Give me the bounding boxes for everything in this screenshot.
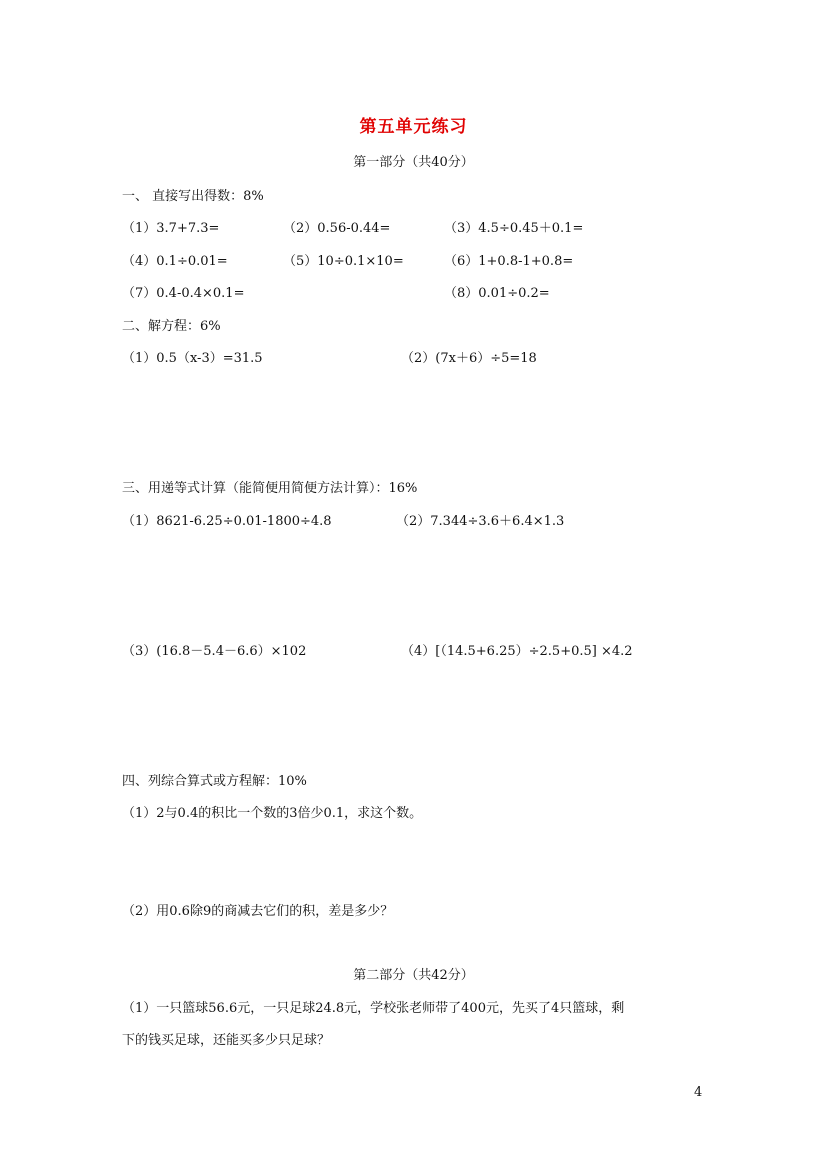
section3-label: 三、用递等式计算（能简便用简便方法计算）：16% [122,481,418,496]
sec1-item-5: （5）10÷0.1×10= [283,254,404,269]
sec4-item-1: （1）2与0.4的积比一个数的3倍少0.1，求这个数。 [122,806,423,821]
sec1-item-6: （6）1+0.8-1+0.8= [444,254,574,269]
section1-label: 一、 直接写出得数：8% [122,189,264,204]
sec1-item-1: （1）3.7+7.3= [122,221,220,236]
part2-heading: 第二部分（共42分） [353,968,474,983]
section4-label: 四、列综合算式或方程解：10% [122,774,307,789]
part2-question-1-line-1: （1）一只篮球56.6元，一只足球24.8元，学校张老师带了400元，先买了4只篮球，剩 [122,1001,625,1016]
part2-question-1-line-2: 下的钱买足球，还能买多少只足球？ [122,1033,331,1048]
sec2-item-2: （2）(7x＋6）÷5=18 [401,351,537,366]
sec3-item-2: （2）7.344÷3.6＋6.4×1.3 [396,514,565,529]
sec1-item-4: （4）0.1÷0.01= [122,254,228,269]
sec2-item-1: （1）0.5（x-3）=31.5 [122,351,263,366]
sec1-item-7: （7）0.4-0.4×0.1= [122,286,245,301]
page-title: 第五单元练习 [359,117,468,137]
sec1-item-3: （3）4.5÷0.45＋0.1= [444,221,584,236]
section2-label: 二、解方程：6% [122,319,221,334]
sec1-item-8: （8）0.01÷0.2= [444,286,550,301]
sec4-item-2: （2）用0.6除9的商减去它们的积，差是多少？ [122,904,394,919]
sec1-item-2: （2）0.56-0.44= [283,221,391,236]
part1-heading: 第一部分（共40分） [353,155,474,170]
sec3-item-1: （1）8621-6.25÷0.01-1800÷4.8 [122,514,332,529]
page-number: 4 [694,1085,703,1100]
sec3-item-3: （3）(16.8－5.4－6.6）×102 [122,644,307,659]
sec3-item-4: （4）[（14.5+6.25）÷2.5+0.5] ×4.2 [401,644,633,659]
